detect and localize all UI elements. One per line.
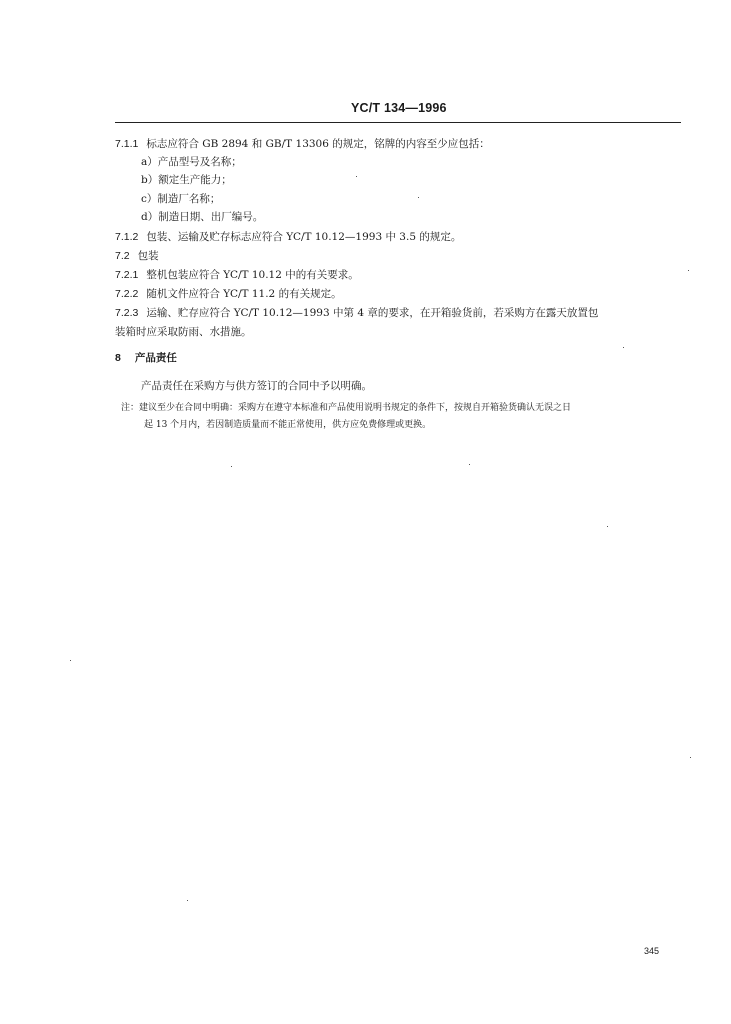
section-title: 产品责任 <box>134 352 177 364</box>
clause-7-2-1 <box>115 268 359 282</box>
scan-speck <box>187 900 188 901</box>
standard-code-header: YC/T 134—1996 <box>351 101 447 115</box>
clause-text: 包装 <box>137 250 159 262</box>
page-number: 345 <box>644 946 660 956</box>
scan-speck <box>607 526 608 527</box>
clause-text: 随机文件应符合 YC/T 11.2 的有关规定。 <box>146 288 342 300</box>
product-liability-paragraph: 产品责任在采购方与供方签订的合同中予以明确。 <box>141 380 372 392</box>
scan-speck <box>623 347 624 348</box>
clause-7-2-2 <box>115 287 342 301</box>
clause-text: 整机包装应符合 YC/T 10.12 中的有关要求。 <box>146 269 359 281</box>
clause-number: 7.1.2 <box>115 231 139 243</box>
header-rule <box>115 122 681 123</box>
note-line-2: 起 13 个月内，若因制造质量而不能正常使用，供方应免费修理或更换。 <box>144 420 432 430</box>
clause-7-2 <box>115 249 159 263</box>
list-item-a: a）产品型号及名称； <box>141 156 242 168</box>
clause-number: 7.2.1 <box>115 269 139 281</box>
clause-text: 运输、贮存应符合 YC/T 10.12—1993 中第 4 章的要求，在开箱验货前，若采购方在露天放置包 <box>146 307 599 319</box>
section-number: 8 <box>115 352 121 364</box>
section-8-heading <box>115 351 177 365</box>
list-item-d: d）制造日期、出厂编号。 <box>141 211 264 223</box>
note-line-1: 注：建议至少在合同中明确：采购方在遵守本标准和产品使用说明书规定的条件下，按规自开箱验货确认无误之日 <box>121 403 572 413</box>
clause-text: 包装、运输及贮存标志应符合 YC/T 10.12—1993 中 3.5 的规定。 <box>146 231 462 243</box>
list-item-c: c）制造厂名称； <box>141 193 221 205</box>
scan-speck <box>231 466 232 467</box>
clause-7-1-1 <box>115 137 490 151</box>
clause-number: 7.2.3 <box>115 307 139 319</box>
scan-speck <box>688 270 689 271</box>
scan-speck <box>690 757 691 758</box>
scan-speck <box>469 464 470 465</box>
clause-text: 标志应符合 GB 2894 和 GB/T 13306 的规定，铭牌的内容至少应包括： <box>146 138 490 150</box>
clause-7-2-3 <box>115 306 598 320</box>
clause-7-2-3-continued: 装箱时应采取防雨、水措施。 <box>115 326 252 338</box>
scan-speck <box>418 197 419 198</box>
clause-number: 7.2 <box>115 250 130 262</box>
clause-number: 7.2.2 <box>115 288 139 300</box>
clause-7-1-2 <box>115 230 461 244</box>
scan-speck <box>356 176 357 177</box>
scan-speck <box>70 660 71 661</box>
list-item-b: b）额定生产能力； <box>141 174 232 186</box>
clause-number: 7.1.1 <box>115 138 139 150</box>
